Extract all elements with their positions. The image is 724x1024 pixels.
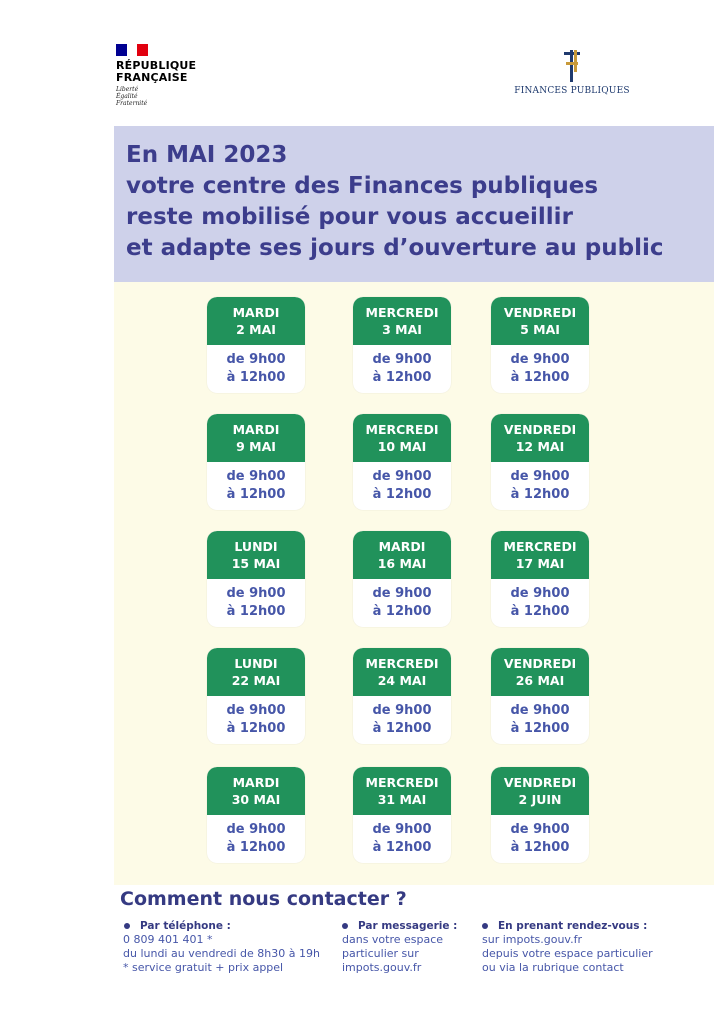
contact-phone-note: * service gratuit + prix appel [123, 961, 284, 974]
day-name: MARDI [232, 422, 280, 437]
day-card-hours [491, 579, 589, 627]
day-date: 12 MAI [515, 439, 565, 454]
day-card [353, 297, 451, 393]
flag-red-band [137, 44, 148, 56]
banner-line: et adapte ses jours d’ouverture au public [126, 235, 664, 261]
hours-start: de 9h00 [372, 586, 432, 601]
hours-start: de 9h00 [510, 586, 570, 601]
day-name: MERCREDI [365, 775, 439, 790]
day-card-header [353, 648, 451, 696]
day-card-hours [353, 696, 451, 744]
hours-end: à 12h00 [372, 370, 432, 385]
contact-messaging-link[interactable]: impots.gouv.fr [342, 961, 422, 974]
day-card [207, 648, 305, 744]
banner-line: reste mobilisé pour vous accueillir [126, 204, 573, 230]
day-name: MARDI [232, 305, 280, 320]
day-card [491, 531, 589, 627]
bullet-icon [342, 923, 348, 929]
day-card-hours [207, 579, 305, 627]
day-card-header [207, 297, 305, 345]
day-name: VENDREDI [503, 656, 577, 671]
day-date: 2 JUIN [518, 792, 562, 807]
republique-motto [116, 86, 196, 107]
day-name: MERCREDI [503, 539, 577, 554]
day-card-hours [491, 815, 589, 863]
hours-start: de 9h00 [372, 703, 432, 718]
day-date: 3 MAI [382, 322, 422, 337]
finances-publiques-name: FINANCES PUBLIQUES [514, 86, 630, 96]
contact-phone-number[interactable]: 0 809 401 401 * [123, 933, 213, 946]
day-card-header [491, 297, 589, 345]
republique-name [116, 60, 196, 84]
hours-end: à 12h00 [226, 487, 286, 502]
day-card [207, 414, 305, 510]
day-date: 22 MAI [231, 673, 281, 688]
day-name: MERCREDI [365, 656, 439, 671]
day-date: 31 MAI [377, 792, 427, 807]
hours-start: de 9h00 [226, 822, 286, 837]
opening-days-grid [114, 282, 714, 885]
flag-white-band [127, 44, 138, 56]
hours-start: de 9h00 [510, 352, 570, 367]
day-card-hours [207, 462, 305, 510]
day-name: LUNDI [234, 539, 278, 554]
day-date: 16 MAI [377, 556, 427, 571]
hours-end: à 12h00 [510, 604, 570, 619]
hours-end: à 12h00 [226, 370, 286, 385]
day-card-hours [491, 462, 589, 510]
day-name: VENDREDI [503, 422, 577, 437]
day-card [353, 767, 451, 863]
contact-phone-hours: du lundi au vendredi de 8h30 à 19h [123, 947, 320, 960]
finances-publiques-logo [512, 48, 632, 96]
day-date: 17 MAI [515, 556, 565, 571]
day-card-hours [207, 345, 305, 393]
hours-end: à 12h00 [510, 721, 570, 736]
francaise-line: FRANÇAISE [116, 71, 188, 84]
day-date: 15 MAI [231, 556, 281, 571]
day-card [207, 767, 305, 863]
day-date: 24 MAI [377, 673, 427, 688]
finances-publiques-mark-icon [560, 48, 584, 82]
hours-start: de 9h00 [372, 469, 432, 484]
hours-end: à 12h00 [372, 721, 432, 736]
day-name: LUNDI [234, 656, 278, 671]
day-name: MARDI [232, 775, 280, 790]
republique-line: RÉPUBLIQUE [116, 59, 197, 72]
day-card-header [491, 414, 589, 462]
day-card-hours [491, 696, 589, 744]
day-card [207, 297, 305, 393]
day-card-hours [353, 815, 451, 863]
day-date: 10 MAI [377, 439, 427, 454]
day-card-hours [353, 579, 451, 627]
contact-appointment-line: depuis votre espace particulier [482, 947, 653, 960]
hours-start: de 9h00 [226, 586, 286, 601]
day-card [491, 297, 589, 393]
french-flag-icon [116, 44, 148, 56]
contact-phone-heading: Par téléphone : [140, 920, 231, 932]
hours-end: à 12h00 [226, 721, 286, 736]
day-card-header [353, 414, 451, 462]
contact-appointment-line: ou via la rubrique contact [482, 961, 624, 974]
hours-end: à 12h00 [372, 487, 432, 502]
day-card-hours [207, 696, 305, 744]
day-card [353, 648, 451, 744]
hours-start: de 9h00 [372, 822, 432, 837]
day-card-header [491, 648, 589, 696]
hours-start: de 9h00 [226, 703, 286, 718]
day-date: 5 MAI [520, 322, 560, 337]
motto-liberte: Liberté [116, 86, 139, 93]
hours-end: à 12h00 [372, 604, 432, 619]
contact-title: Comment nous contacter ? [120, 888, 407, 910]
contact-appointment-heading: En prenant rendez-vous : [498, 920, 648, 932]
contact-messaging-heading: Par messagerie : [358, 920, 458, 932]
day-card [491, 414, 589, 510]
flag-blue-band [116, 44, 127, 56]
day-date: 9 MAI [236, 439, 276, 454]
day-card [491, 767, 589, 863]
banner-line: votre centre des Finances publiques [126, 173, 599, 199]
hours-start: de 9h00 [510, 822, 570, 837]
contact-messaging-line: dans votre espace [342, 933, 444, 946]
day-card-hours [491, 345, 589, 393]
hours-start: de 9h00 [372, 352, 432, 367]
day-card-hours [207, 815, 305, 863]
day-card [353, 531, 451, 627]
contact-messaging [342, 919, 457, 975]
contact-messaging-line: particulier sur [342, 947, 419, 960]
hours-end: à 12h00 [510, 840, 570, 855]
day-name: MERCREDI [365, 422, 439, 437]
hours-end: à 12h00 [510, 487, 570, 502]
day-card-header [353, 297, 451, 345]
day-card-header [207, 648, 305, 696]
day-card-header [353, 531, 451, 579]
day-card-header [491, 767, 589, 815]
day-name: MERCREDI [365, 305, 439, 320]
hours-end: à 12h00 [510, 370, 570, 385]
day-card [207, 531, 305, 627]
hours-start: de 9h00 [226, 469, 286, 484]
hours-start: de 9h00 [226, 352, 286, 367]
day-card-header [207, 414, 305, 462]
day-card [353, 414, 451, 510]
contact-appointment-link[interactable]: sur impots.gouv.fr [482, 933, 582, 946]
day-date: 30 MAI [231, 792, 281, 807]
day-name: MARDI [378, 539, 426, 554]
day-card-header [207, 767, 305, 815]
bullet-icon [482, 923, 488, 929]
day-name: VENDREDI [503, 305, 577, 320]
day-card-header [207, 531, 305, 579]
hours-start: de 9h00 [510, 703, 570, 718]
banner-line: En MAI 2023 [126, 142, 288, 168]
day-name: VENDREDI [503, 775, 577, 790]
day-card [491, 648, 589, 744]
contact-phone [124, 919, 320, 975]
day-card-header [491, 531, 589, 579]
hours-end: à 12h00 [372, 840, 432, 855]
contact-appointment [482, 919, 653, 975]
day-card-header [353, 767, 451, 815]
hours-end: à 12h00 [226, 604, 286, 619]
motto-egalite: Égalité [116, 93, 138, 100]
motto-fraternite: Fraternité [116, 100, 148, 107]
announcement-banner [114, 126, 714, 282]
day-date: 26 MAI [515, 673, 565, 688]
hours-end: à 12h00 [226, 840, 286, 855]
day-card-hours [353, 462, 451, 510]
republique-francaise-logo [116, 44, 196, 107]
bullet-icon [124, 923, 130, 929]
day-date: 2 MAI [236, 322, 276, 337]
hours-start: de 9h00 [510, 469, 570, 484]
day-card-hours [353, 345, 451, 393]
